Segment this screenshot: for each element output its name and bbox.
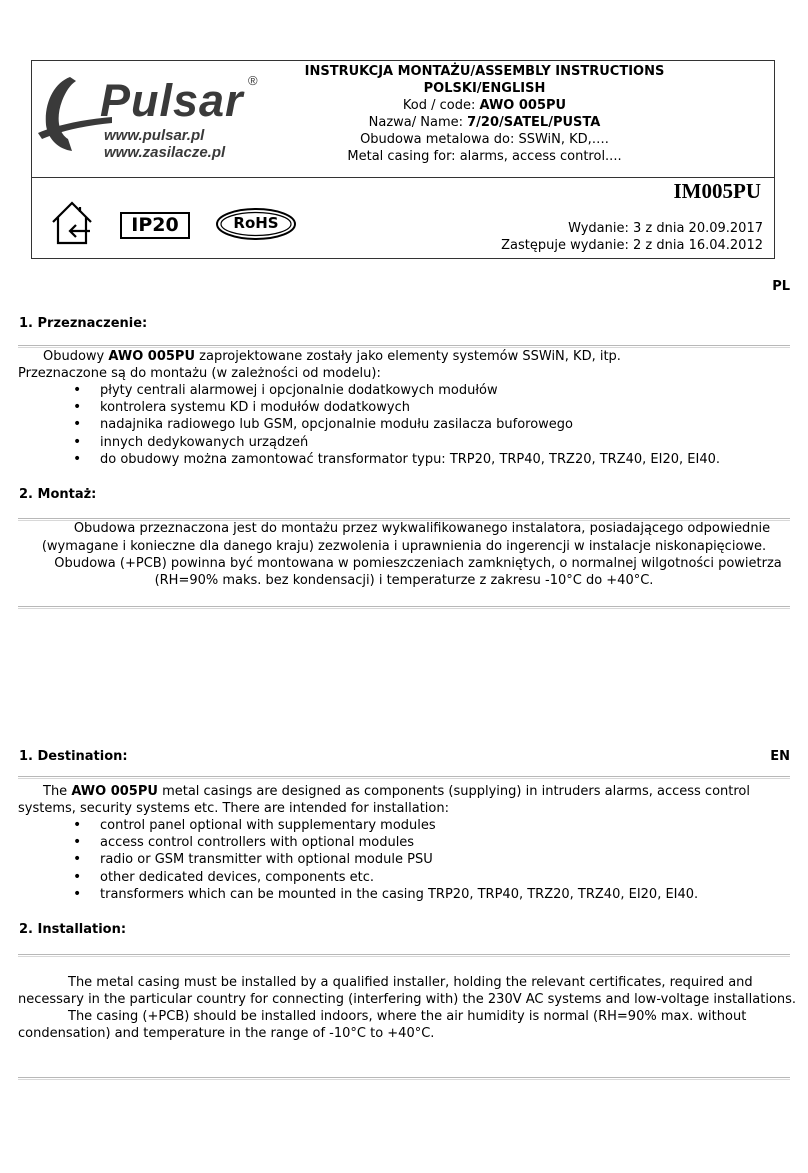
replaces-line: Zastępuje wydanie: 2 z dnia 16.04.2012 <box>501 238 763 253</box>
list-item: • other dedicated devices, components etc. <box>70 869 698 886</box>
pl-section2-title: 2. Montaż: <box>19 487 97 502</box>
list-item: • płyty centrali alarmowej i opcjonalnie dodatkowych modułów <box>70 382 720 399</box>
edition-line: Wydanie: 3 z dnia 20.09.2017 <box>568 221 763 236</box>
language-tag-en: EN <box>770 749 790 764</box>
pl-intro-bold: AWO 005PU <box>108 349 196 364</box>
en-section1-title: 1. Destination: <box>19 749 128 764</box>
header-title-line2: POLSKI/ENGLISH <box>423 81 546 96</box>
document-code: IM005PU <box>673 179 761 203</box>
pl-section2-rule <box>18 518 790 520</box>
language-tag-pl: PL <box>772 279 790 294</box>
name-label: Nazwa/ Name: <box>368 115 468 130</box>
en-intro-bold: AWO 005PU <box>71 784 158 799</box>
logo-url-pulsar: www.pulsar.pl <box>104 127 205 144</box>
list-item: • access control controllers with optional modules <box>70 834 698 851</box>
en-section2-rule <box>18 954 790 956</box>
code-value: AWO 005PU <box>479 98 567 113</box>
pl-section1-intro <box>43 348 621 365</box>
pl-section1-title: 1. Przeznaczenie: <box>19 316 148 331</box>
list-item: • nadajnika radiowego lub GSM, opcjonalnie modułu zasilacza buforowego <box>70 416 720 433</box>
pl-intro-b: zaprojektowane zostały jako elementy systemów SSWiN, KD, itp. <box>195 349 621 364</box>
pulsar-logo <box>32 67 292 175</box>
list-item: • do obudowy można zamontować transformator typu: TRP20, TRP40, TRZ20, TRZ40, EI20, EI40. <box>70 451 720 468</box>
pl-intro-a: Obudowy <box>43 349 109 364</box>
indoor-house-icon <box>50 200 94 246</box>
logo-url-zasilacze: www.zasilacze.pl <box>104 144 226 161</box>
document-header <box>31 60 775 259</box>
en-section1-line2: systems, security systems etc. There are intended for installation: <box>18 801 449 816</box>
en-section2-line2: necessary in the particular country for connecting (interfering with) the 230V AC systems and low-voltage installations. <box>18 992 797 1007</box>
list-item: • innych dedykowanych urządzeń <box>70 434 720 451</box>
pl-section2-line1: Obudowa przeznaczona jest do montażu przez wykwalifikowanego instalatora, posiadającego odpowiednie <box>73 521 771 536</box>
pl-section1-rule <box>18 345 790 347</box>
header-title-line1: INSTRUKCJA MONTAŻU/ASSEMBLY INSTRUCTIONS <box>304 64 665 79</box>
en-section2-title: 2. Installation: <box>19 922 127 937</box>
rohs-text: RoHS <box>233 214 279 232</box>
pl-section1-line2: Przeznaczone są do montażu (w zależności od modelu): <box>18 366 381 381</box>
name-value: 7/20/SATEL/PUSTA <box>467 115 601 130</box>
header-divider <box>32 177 774 178</box>
pl-section2-line4: (RH=90% maks. bez kondensacji) i temperaturze z zakresu -10°C do +40°C. <box>154 573 654 588</box>
en-section2-line4: condensation) and temperature in the range of -10°C to +40°C. <box>18 1026 435 1041</box>
logo-registered-mark: ® <box>248 73 258 88</box>
ip20-badge: IP20 <box>120 212 190 239</box>
en-intro-b: metal casings are designed as components (supplying) in intruders alarms, access control <box>157 784 750 799</box>
header-desc-en: Metal casing for: alarms, access control.... <box>347 149 622 164</box>
en-section1-rule <box>18 776 790 778</box>
header-desc-pl: Obudowa metalowa do: SSWiN, KD,…. <box>360 132 609 147</box>
rohs-badge <box>215 207 297 241</box>
pl-bullet-list <box>70 382 720 468</box>
pl-section2-line3: Obudowa (+PCB) powinna być montowana w pomieszczeniach zamkniętych, o normalnej wilgotności powietrza <box>54 556 782 571</box>
en-section2-line3: The casing (+PCB) should be installed indoors, where the air humidity is normal (RH=90% max. without <box>68 1009 747 1024</box>
list-item: • kontrolera systemu KD i modułów dodatkowych <box>70 399 720 416</box>
pl-section2-line2: (wymagane i konieczne dla danego kraju) zezwolenia i uprawnienia do ingerencji w instalacje niskonapięciowe. <box>41 539 767 554</box>
list-item: • control panel optional with supplementary modules <box>70 817 698 834</box>
logo-word: Pulsar <box>100 75 244 126</box>
en-bullet-list <box>70 817 698 903</box>
en-section2-line1: The metal casing must be installed by a qualified installer, holding the relevant certificates, required and <box>68 975 753 990</box>
header-code-line <box>287 97 682 114</box>
list-item: • radio or GSM transmitter with optional module PSU <box>70 851 698 868</box>
header-name-line <box>287 114 682 131</box>
pl-end-rule <box>18 606 790 608</box>
en-intro-a: The <box>43 784 72 799</box>
list-item: • transformers which can be mounted in the casing TRP20, TRP40, TRZ20, TRZ40, EI20, EI40. <box>70 886 698 903</box>
en-end-rule <box>18 1077 790 1079</box>
code-label: Kod / code: <box>402 98 480 113</box>
en-section1-intro <box>43 783 750 800</box>
